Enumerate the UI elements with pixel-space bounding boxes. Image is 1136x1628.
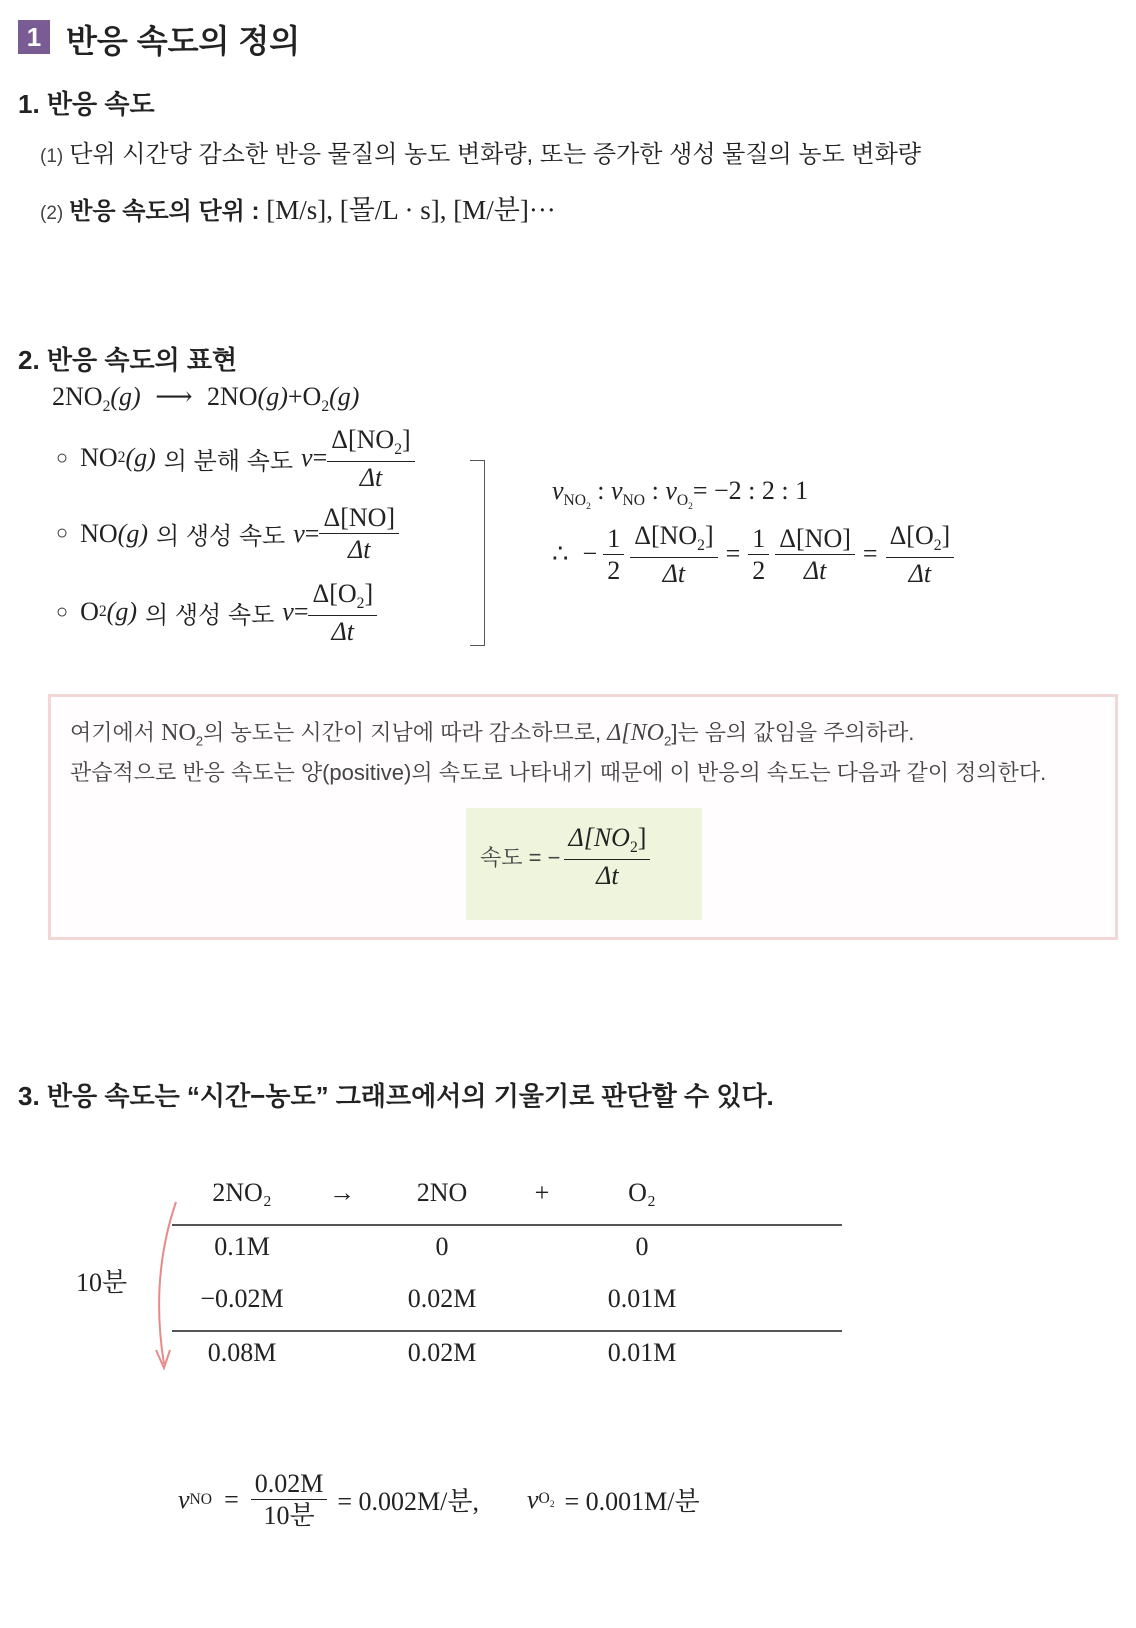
bullet-icon: ○: [56, 522, 69, 545]
rate-o2: ○ O 2 (g) 의 생성 속도 v = $\frac{\Delta[O_2]}{\Delta t}$: [56, 580, 377, 645]
unit-label: 반응 속도의 단위 :: [69, 198, 260, 225]
therefore-icon: ∴: [552, 539, 569, 569]
heading-3: 3. 반응 속도는 “시간−농도” 그래프에서의 기울기로 판단할 수 있다.: [18, 1081, 774, 1111]
item-number: (2): [40, 203, 64, 224]
definition-line-2: [40, 188, 556, 227]
item-number: (1): [40, 146, 64, 167]
heading-1: 1. 반응 속도: [18, 89, 155, 119]
rate-definition-formula: 속도 = − $\frac{\Delta[NO_2]}{\Delta t}$: [480, 824, 650, 889]
time-label: 10분: [76, 1268, 128, 1297]
section-number-badge: 1: [18, 20, 50, 54]
bullet-icon: ○: [56, 446, 69, 469]
note-line-2: 관습적으로 반응 속도는 양(positive)의 속도로 나타내기 때문에 이 반응의 속도는 다음과 같이 정의한다.: [70, 760, 1047, 785]
table-rule-bottom: [172, 1330, 842, 1332]
section-title: 반응 속도의 정의: [66, 23, 301, 59]
heading-2: 2. 반응 속도의 표현: [18, 345, 238, 375]
note-line-1: 여기에서 $NO_2$의 농도는 시간이 지남에 따라 감소하므로, $\Delta[NO_2]$는 음의 값임을 주의하라.: [70, 720, 915, 749]
bracket: [470, 460, 485, 646]
reaction-equation: $2NO_2(g)$ ⟶ $2NO(g)+O_2(g)$: [52, 382, 360, 416]
unit-text: [M/s], [몰/L · s], [M/분]···: [266, 195, 556, 225]
definition-line-1: [40, 134, 921, 169]
table-rule-top: [172, 1224, 842, 1226]
arrow-icon: ⟶: [155, 382, 193, 411]
table-row: −0.02M 0.02M 0.01M: [200, 1284, 677, 1313]
bullet-icon: ○: [56, 600, 69, 623]
table-row: 0.1M 0 0: [214, 1232, 649, 1261]
definition-text: 단위 시간당 감소한 반응 물질의 농도 변화량, 또는 증가한 생성 물질의 농도 변화량: [69, 141, 921, 168]
rate-no2: ○ NO 2 (g) 의 분해 속도 v = $\frac{\Delta[NO_2]}{\Delta t}$: [56, 426, 415, 491]
rate-ratio: $v_{NO_2}$ : $v_{NO}$ : $v_{O_2}= -2$ : 2 : 1: [552, 476, 809, 513]
rate-equality: ∴ − $\frac{1}{2}$ $\frac{\Delta[NO_2]}{\Delta t}$ = $\frac{1}{2}$ $\frac{\Delta[NO]}{\Delta t}$ = $\frac{\Delta[O_2]}{\Delta t}$: [552, 522, 954, 587]
table-header: 2NO₂ → 2NO + O₂: [212, 1178, 656, 1207]
result-equation: v NO = $\frac{0.02M}{\text{10분}}$ = 0.002M/분, v $O_2$ = 0.001M/분: [178, 1469, 700, 1531]
rate-no: ○ NO (g) 의 생성 속도 v = $\frac{\Delta[NO]}{\Delta t}$: [56, 504, 399, 564]
table-row: 0.08M 0.02M 0.01M: [207, 1338, 677, 1367]
